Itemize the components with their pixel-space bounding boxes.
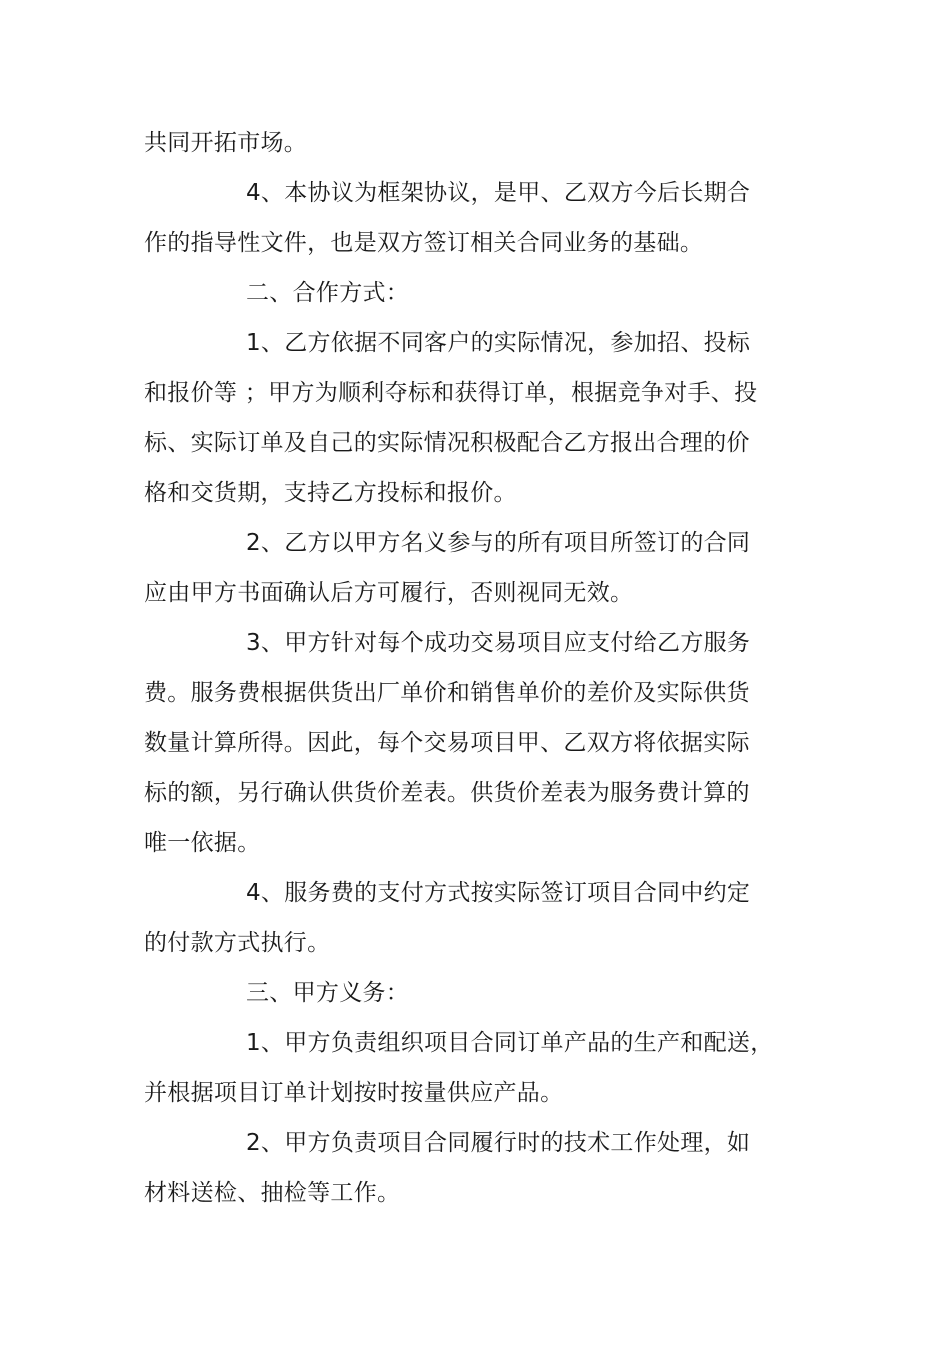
text-line: 的付款方式执行。 bbox=[144, 930, 331, 956]
clause-line: 2、甲方负责项目合同履行时的技术工作处理，如 bbox=[246, 1130, 751, 1156]
text-line: 应由甲方书面确认后方可履行，否则视同无效。 bbox=[144, 580, 634, 606]
text-line: 共同开拓市场。 bbox=[144, 130, 308, 156]
clause-line: 2、乙方以甲方名义参与的所有项目所签订的合同 bbox=[246, 530, 751, 556]
text-line: 并根据项目订单计划按时按量供应产品。 bbox=[144, 1080, 564, 1106]
clause-line: 4、服务费的支付方式按实际签订项目合同中约定 bbox=[246, 880, 751, 906]
text-line: 标的额，另行确认供货价差表。供货价差表为服务费计算的 bbox=[144, 780, 750, 806]
section-heading: 三、甲方义务： bbox=[246, 980, 410, 1006]
text-line: 唯一依据。 bbox=[144, 830, 261, 856]
text-line: 格和交货期，支持乙方投标和报价。 bbox=[144, 480, 517, 506]
clause-line: 1、甲方负责组织项目合同订单产品的生产和配送， bbox=[246, 1030, 774, 1056]
section-heading: 二、合作方式： bbox=[246, 280, 410, 306]
text-line: 材料送检、抽检等工作。 bbox=[144, 1180, 401, 1206]
text-line: 标、实际订单及自己的实际情况积极配合乙方报出合理的价 bbox=[144, 430, 750, 456]
clause-line: 4、本协议为框架协议，是甲、乙双方今后长期合 bbox=[246, 180, 751, 206]
text-line: 和报价等 ；甲方为顺利夺标和获得订单，根据竞争对手、投 bbox=[144, 380, 758, 406]
text-line: 费。服务费根据供货出厂单价和销售单价的差价及实际供货 bbox=[144, 680, 750, 706]
clause-line: 1、乙方依据不同客户的实际情况，参加招、投标 bbox=[246, 330, 751, 356]
text-line: 作的指导性文件，也是双方签订相关合同业务的基础。 bbox=[144, 230, 704, 256]
clause-line: 3、甲方针对每个成功交易项目应支付给乙方服务 bbox=[246, 630, 751, 656]
text-line: 数量计算所得。因此，每个交易项目甲、乙双方将依据实际 bbox=[144, 730, 750, 756]
